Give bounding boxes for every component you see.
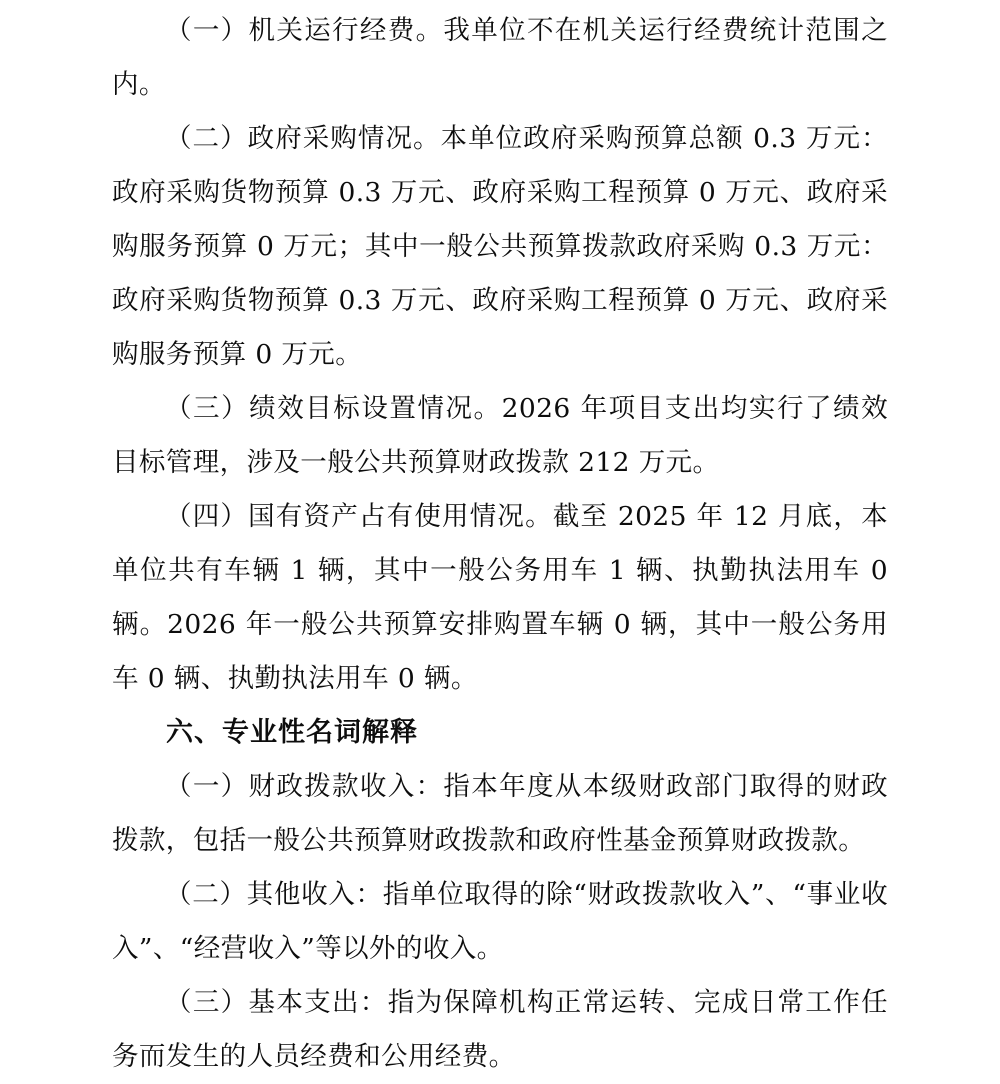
paragraph-state-owned-assets: （四）国有资产占有使用情况。截至 2025 年 12 月底，本单位共有车辆 1 辆，其中一般公务用车 1 辆、执勤执法用车 0 辆。2026 年一般公共预算安排购置车辆 0 辆，其中一般公务用车 0 辆、执勤执法用车 0 辆。 [112,501,888,694]
section-heading-terminology: 六、专业性名词解释 [166,717,418,748]
definition-basic-expenditure: （三）基本支出：指为保障机构正常运转、完成日常工作任务而发生的人员经费和公用经费。 [112,987,888,1072]
definition-fiscal-appropriation-income: （一）财政拨款收入：指本年度从本级财政部门取得的财政拨款，包括一般公共预算财政拨款和政府性基金预算财政拨款。 [112,771,888,856]
paragraph-organ-operating-expenses: （一）机关运行经费。我单位不在机关运行经费统计范围之内。 [112,15,888,100]
paragraph-government-procurement: （二）政府采购情况。本单位政府采购预算总额 0.3 万元：政府采购货物预算 0.3 万元、政府采购工程预算 0 万元、政府采购服务预算 0 万元；其中一般公共预算拨款政府采购 0.3 万元：政府采购货物预算 0.3 万元、政府采购工程预算 0 万元、政府采购服务预算 0 万元。 [112,123,888,370]
definition-other-income: （二）其他收入：指单位取得的除“财政拨款收入”、“事业收入”、“经营收入”等以外的收入。 [112,879,888,964]
paragraph-performance-targets: （三）绩效目标设置情况。2026 年项目支出均实行了绩效目标管理，涉及一般公共预算财政拨款 212 万元。 [112,393,888,478]
